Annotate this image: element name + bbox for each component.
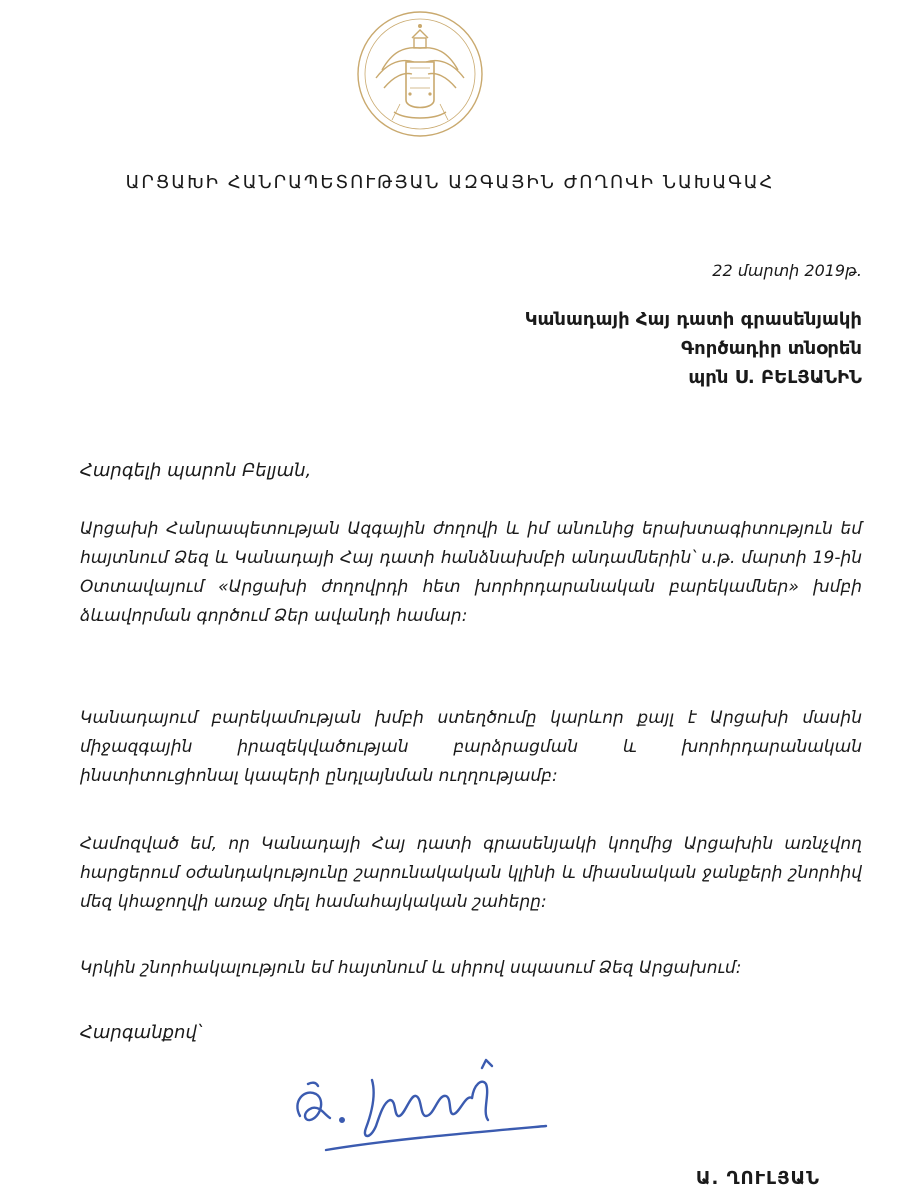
recipient-line: պրն Ս. ԲԵԼՅԱՆԻՆ [688, 367, 862, 388]
recipient-line: Գործադիր տնօրեն [681, 338, 862, 359]
signer-name: Ա. ՂՈՒԼՅԱՆ [695, 1168, 820, 1189]
body-paragraph: Համոզված եմ, որ Կանադայի Հայ դատի գրասենյակի կողմից Արցախին առնչվող հարցերում օժանդակությունը շարունակական կլինի և միասնական ջանքերի շնորհիվ մեզ կհաջողվի առաջ մղել համահայկական շահերը: [80, 834, 862, 912]
handwritten-signature-icon [286, 1054, 566, 1164]
organization-name: ԱՐՑԱԽԻ ՀԱՆՐԱՊԵՏՈՒԹՅԱՆ ԱԶԳԱՅԻՆ ԺՈՂՈՎԻ ՆԱԽԱԳԱՀ [125, 172, 775, 193]
letter-date: 22 մարտի 2019թ. [712, 261, 862, 280]
body-paragraph: Կանադայում բարեկամության խմբի ստեղծումը կարևոր քայլ է Արցախի մասին միջազգային իրազեկվածության բարձրացման և խորհրդարանական ինստիտուցիոնալ կապերի ընդլայնման ուղղությամբ: [80, 708, 862, 786]
body-paragraph: Կրկին շնորհակալություն եմ հայտնում և սիրով սպասում Ձեզ Արցախում: [80, 958, 742, 978]
salutation: Հարգելի պարոն Բելյան, [80, 460, 312, 481]
body-paragraph: Արցախի Հանրապետության Ազգային ժողովի և իմ անունից երախտագիտություն եմ հայտնում Ձեզ և Կանադայի Հայ դատի հանձնախմբի անդամներին՝ ս.թ. մարտի 19-ին Օտտավայում «Արցախի ժողովրդի հետ խորհրդարանական բարեկամներ» խմբի ձևավորման գործում Ձեր ավանդի համար: [80, 519, 862, 626]
closing-phrase: Հարգանքով՝ [80, 1022, 202, 1043]
recipient-block [525, 305, 862, 392]
recipient-line: Կանադայի Հայ դատի գրասենյակի [524, 309, 862, 330]
coat-of-arms-icon [354, 8, 486, 140]
